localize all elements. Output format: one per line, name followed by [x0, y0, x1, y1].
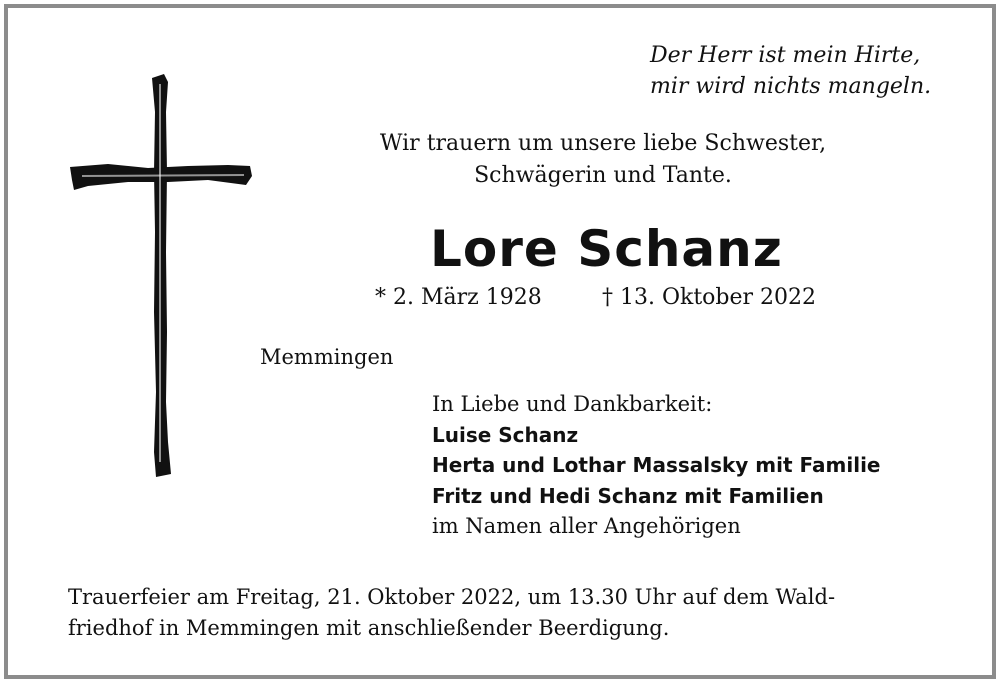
mourners-block — [432, 389, 881, 542]
mourners-closing: im Namen aller Angehörigen — [432, 514, 741, 538]
birth-date: * 2. März 1928 — [375, 285, 542, 310]
mourners-heading: In Liebe und Dankbarkeit: — [432, 392, 713, 416]
mourner-name: Fritz und Hedi Schanz mit Familien — [432, 483, 824, 508]
funeral-info — [68, 582, 835, 644]
mourner-name: Luise Schanz — [432, 422, 579, 447]
motto-line: mir wird nichts mangeln. — [650, 74, 932, 99]
cross-icon — [68, 72, 254, 482]
mourner-name: Herta und Lothar Massalsky mit Familie — [432, 453, 881, 477]
death-date: † 13. Oktober 2022 — [602, 285, 817, 310]
funeral-line: friedhof in Memmingen mit anschließender Beerdigung. — [68, 616, 670, 640]
intro-line: Schwägerin und Tante. — [474, 163, 732, 188]
place: Memmingen — [260, 345, 394, 369]
motto-line: Der Herr ist mein Hirte, — [650, 43, 921, 68]
intro-line: Wir trauern um unsere liebe Schwester, — [379, 131, 827, 156]
intro-text — [360, 128, 846, 192]
motto — [650, 40, 931, 102]
funeral-line: Trauerfeier am Freitag, 21. Oktober 2022, um 13.30 Uhr auf dem Wald- — [68, 585, 836, 609]
deceased-name: Lore Schanz — [430, 220, 783, 278]
